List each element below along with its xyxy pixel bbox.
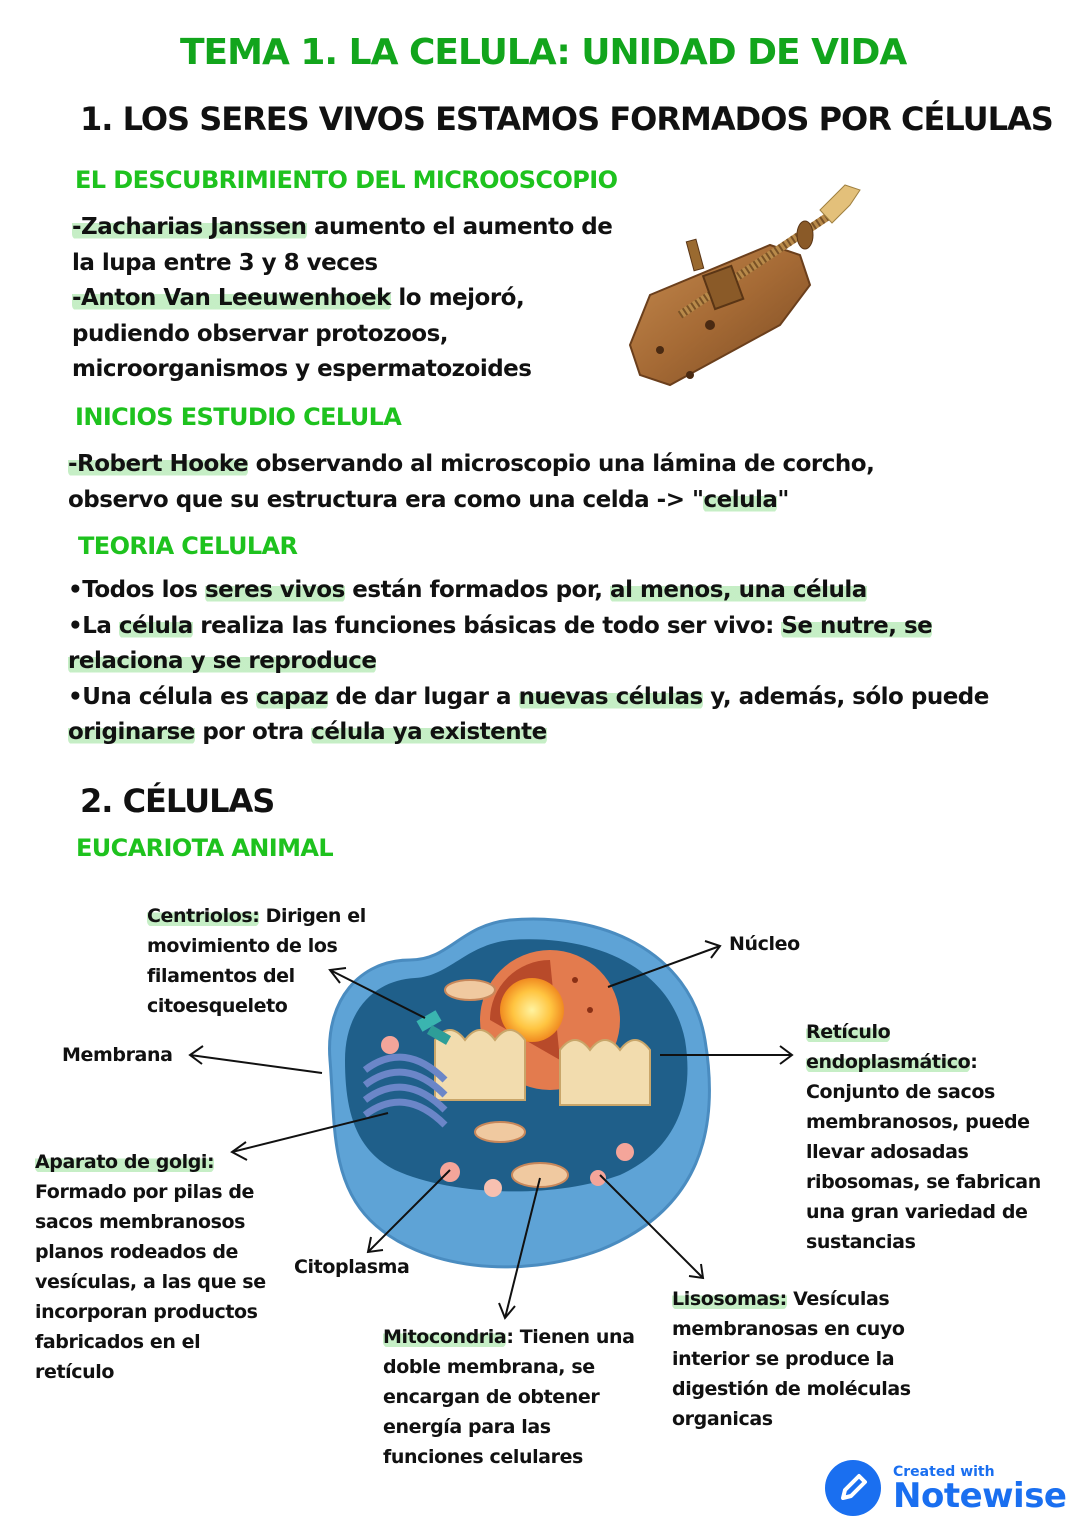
- label-lisosomas: Lisosomas: Vesículas membranosas en cuyo interior se produce la digestión de moléculas organicas: [672, 1288, 911, 1430]
- created-with-text: Created with: [893, 1464, 995, 1480]
- label-centriolos: Centriolos: Dirigen el movimiento de los filamentos del citoesqueleto: [147, 905, 366, 1017]
- label-citoplasma: Citoplasma: [294, 1256, 410, 1278]
- brand-name: Notewise: [893, 1476, 1067, 1516]
- label-golgi: Aparato de golgi: Formado por pilas de sacos membranosos planos rodeados de vesículas, a las que se incorporan productos fabricados en el retículo: [35, 1151, 266, 1383]
- pencil-icon: [825, 1460, 881, 1516]
- teoria-text: •Todos los seres vivos están formados por, al menos, una célula •La célula realiza las funciones básicas de todo ser vivo: Se nutre, se relaciona y se reproduce •Una célula es capaz de dar lugar a nuevas células y, además, sólo puede originarse por otra célula ya existente: [68, 577, 989, 745]
- microscope-heading: EL DESCUBRIMIENTO DEL MICROOSCOPIO: [75, 166, 618, 194]
- label-membrana: Membrana: [62, 1044, 173, 1066]
- label-mitocondria: Mitocondria: Tienen una doble membrana, se encargan de obtener energía para las funciones celulares: [383, 1326, 635, 1468]
- teoria-heading: TEORIA CELULAR: [78, 532, 298, 560]
- notewise-logo: [825, 1460, 1067, 1516]
- microscope-text: -Zacharias Janssen aumento el aumento de la lupa entre 3 y 8 veces -Anton Van Leeuwenhoek lo mejoró, pudiendo observar protozoos, microorganismos y espermatozoides: [72, 214, 613, 382]
- leeuwenhoek-highlight: -Anton Van Leeuwenhoek: [72, 285, 391, 311]
- label-reticulo: Retículo endoplasmático: Conjunto de sacos membranosos, puede llevar adosadas ribosomas, se fabrican una gran variedad de sustancias: [806, 1021, 1041, 1253]
- document-title: TEMA 1. LA CELULA: UNIDAD DE VIDA: [180, 32, 907, 73]
- inicios-text: -Robert Hooke observando al microscopio una lámina de corcho, observo que su estructura era como una celda -> "celula": [68, 451, 875, 513]
- section-2-heading: 2. CÉLULAS: [80, 782, 275, 820]
- janssen-highlight: -Zacharias Janssen: [72, 214, 307, 240]
- inicios-heading: INICIOS ESTUDIO CELULA: [75, 403, 402, 431]
- label-nucleo: Núcleo: [729, 933, 800, 955]
- section-1-heading: 1. LOS SERES VIVOS ESTAMOS FORMADOS POR CÉLULAS: [80, 100, 1053, 138]
- eucariota-heading: EUCARIOTA ANIMAL: [76, 834, 334, 862]
- hooke-highlight: -Robert Hooke: [68, 451, 249, 477]
- celula-highlight: celula: [703, 486, 778, 513]
